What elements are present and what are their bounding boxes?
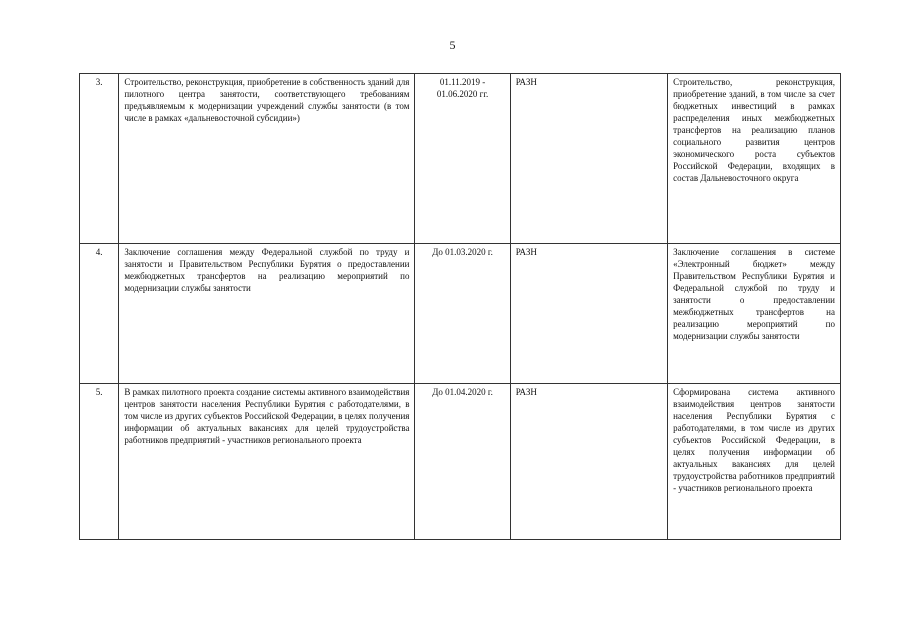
term-cell: До 01.04.2020 г. [415, 384, 510, 540]
page-number: 5 [449, 38, 456, 52]
row-number: 4. [80, 244, 119, 384]
table-row [80, 384, 841, 540]
task-cell: В рамках пилотного проекта создание системы активного взаимодействия центров занятости населения Республики Бурятия с работодателями, в том числе из других субъектов Российской Федерации, в целях получения информации об актуальных вакансиях для целей трудоустройства работников предприятий - участников регионального проекта [119, 384, 415, 540]
result-cell: Заключение соглашения в системе «Электронный бюджет» между Правительством Республики Бурятия и Федеральной службой по труду и занятости о предоставлении межбюджетных трансфертов на реализацию мероприятий по модернизации службы занятости [668, 244, 841, 384]
row-number: 3. [80, 74, 119, 244]
term-cell: 01.11.2019 - 01.06.2020 гг. [415, 74, 510, 244]
row-number: 5. [80, 384, 119, 540]
table-row [80, 244, 841, 384]
responsible-cell: РАЗН [510, 244, 667, 384]
responsible-cell: РАЗН [510, 384, 667, 540]
table-row [80, 74, 841, 244]
task-cell: Заключение соглашения между Федеральной службой по труду и занятости и Правительством Республики Бурятия о предоставлении межбюджетных трансфертов на реализацию мероприятий по модернизации службы занятости [119, 244, 415, 384]
plan-table [79, 73, 841, 540]
result-cell: Строительство, реконструкция, приобретение зданий, в том числе за счет бюджетных инвестиций в рамках распределения иных межбюджетных трансфертов на реализацию планов социального развития центров экономического роста субъектов Российской Федерации, входящих в состав Дальневосточного округа [668, 74, 841, 244]
term-cell: До 01.03.2020 г. [415, 244, 510, 384]
task-cell: Строительство, реконструкция, приобретение в собственность зданий для пилотного центра занятости, соответствующего требованиям предъявляемым к модернизации учреждений службы занятости (в том числе в рамках «дальневосточной субсидии») [119, 74, 415, 244]
responsible-cell: РАЗН [510, 74, 667, 244]
result-cell: Сформирована система активного взаимодействия центров занятости населения Республики Бурятия с работодателями, в том числе из других субъектов Российской Федерации, в целях получения информации об актуальных вакансиях для целей трудоустройства работников предприятий - участников регионального проекта [668, 384, 841, 540]
